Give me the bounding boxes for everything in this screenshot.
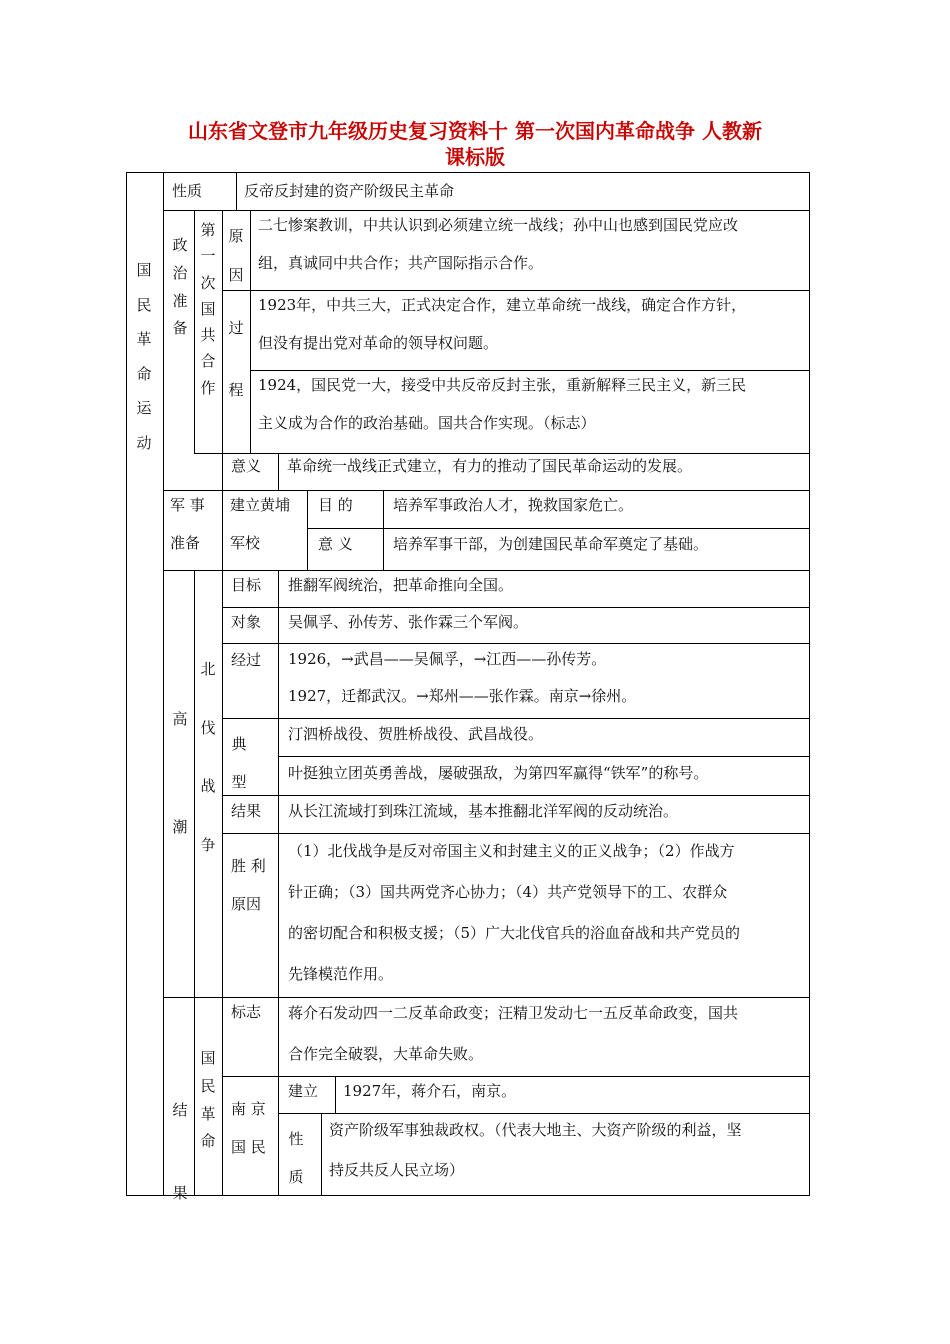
guocheng-label: 过 程 xyxy=(228,319,244,399)
junshi-zhunbei-label: 军 事 准备 xyxy=(170,496,205,552)
jingguo-label: 经过 xyxy=(231,651,262,669)
yiyi-value: 革命统一战线正式建立，有力的推动了国民革命运动的发展。 xyxy=(287,457,693,475)
gaochao-label: 高 潮 xyxy=(172,710,188,836)
shengli-yuanyin-text: （1）北伐战争是反对帝国主义和封建主义的正义战争；（2）作战方 针正确；（3）国共两党齐心协力；（4）共产党领导下的工、农群众 的密切配合和积极支援；（5）广大北伐官兵的浴血奋战和共产党员的 先锋模范作用。 xyxy=(288,842,741,983)
yiyi-label: 意义 xyxy=(231,457,262,475)
jianli-value: 1927年，蒋介石，南京。 xyxy=(343,1082,517,1100)
guomin-geming-label: 国 民 革 命 xyxy=(200,1049,216,1151)
guocheng-1924-text: 1924，国民党一大，接受中共反帝反封主张，重新解释三民主义，新三民 主义成为合作的政治基础。国共合作实现。（标志） xyxy=(258,376,747,432)
document-title xyxy=(140,118,810,170)
beifa-zhanzheng-label: 北 伐 战 争 xyxy=(200,660,216,854)
mudi-label: 目 的 xyxy=(318,496,353,514)
nj-xingzhi-label: 性 质 xyxy=(288,1130,304,1186)
dianxing-battles: 汀泗桥战役、贺胜桥战役、武昌战役。 xyxy=(288,725,544,743)
huangpu-label: 建立黄埔 军校 xyxy=(230,496,291,552)
shengli-yuanyin-label: 胜 利 原因 xyxy=(231,857,266,913)
diyici-guogong-hezuo-label: 第 一 次 国 共 合 作 xyxy=(200,221,216,397)
dianxing-label: 典 型 xyxy=(231,735,247,791)
yuanyin-label: 原 因 xyxy=(228,227,244,284)
yuanyin-text: 二七惨案教训，中共认识到必须建立统一战线；孙中山也感到国民党应改 组，真诚同中共合作；共产国际指示合作。 xyxy=(258,216,739,272)
mubiao-value: 推翻军阀统治，把革命推向全国。 xyxy=(288,576,514,594)
xingzhi-value: 反帝反封建的资产阶级民主革命 xyxy=(244,182,455,200)
jieguo-section-label: 结 果 xyxy=(172,1101,188,1202)
outer-label-guomin-geming-yundong: 国 民 革 命 运 动 xyxy=(136,261,152,452)
biaozhi-label: 标志 xyxy=(231,1003,262,1021)
duixiang-label: 对象 xyxy=(231,613,262,631)
nanjing-guomin-label: 南 京 国 民 xyxy=(231,1100,266,1156)
nj-xingzhi-text: 资产阶级军事独裁政权。（代表大地主、大资产阶级的利益，坚 持反共反人民立场） xyxy=(329,1121,742,1179)
xingzhi-label: 性质 xyxy=(172,182,203,200)
hp-yiyi-label: 意 义 xyxy=(318,535,353,553)
guocheng-1923-text: 1923年，中共三大，正式决定合作，建立革命统一战线，确定合作方针， 但没有提出党对革命的领导权问题。 xyxy=(258,296,747,352)
jieguo-value: 从长江流域打到珠江流域，基本推翻北洋军阀的反动统治。 xyxy=(288,802,679,820)
dianxing-tiejun: 叶挺独立团英勇善战，屡破强敌，为第四军赢得“铁军”的称号。 xyxy=(288,764,709,782)
hp-yiyi-value: 培养军事干部，为创建国民革命军奠定了基础。 xyxy=(393,535,709,553)
mubiao-label: 目标 xyxy=(231,576,262,594)
biaozhi-text: 蒋介石发动四一二反革命政变；汪精卫发动七一五反革命政变，国共 合作完全破裂，大革命失败。 xyxy=(288,1004,739,1063)
duixiang-value: 吴佩孚、孙传芳、张作霖三个军阀。 xyxy=(288,613,529,631)
zhengzhi-zhunbei-label: 政 治 准 备 xyxy=(172,236,188,338)
jieguo-label: 结果 xyxy=(231,802,262,820)
mudi-value: 培养军事政治人才，挽救国家危亡。 xyxy=(393,496,634,514)
jingguo-text: 1926，→武昌——吴佩孚，→江西——孙传芳。 1927，迁都武汉。→郑州——张作霖。南京→徐州。 xyxy=(288,650,637,705)
title-line-1: 山东省文登市九年级历史复习资料十 第一次国内革命战争 人教新 xyxy=(188,119,762,143)
title-line-2: 课标版 xyxy=(445,145,505,169)
jianli-label: 建立 xyxy=(288,1082,319,1100)
